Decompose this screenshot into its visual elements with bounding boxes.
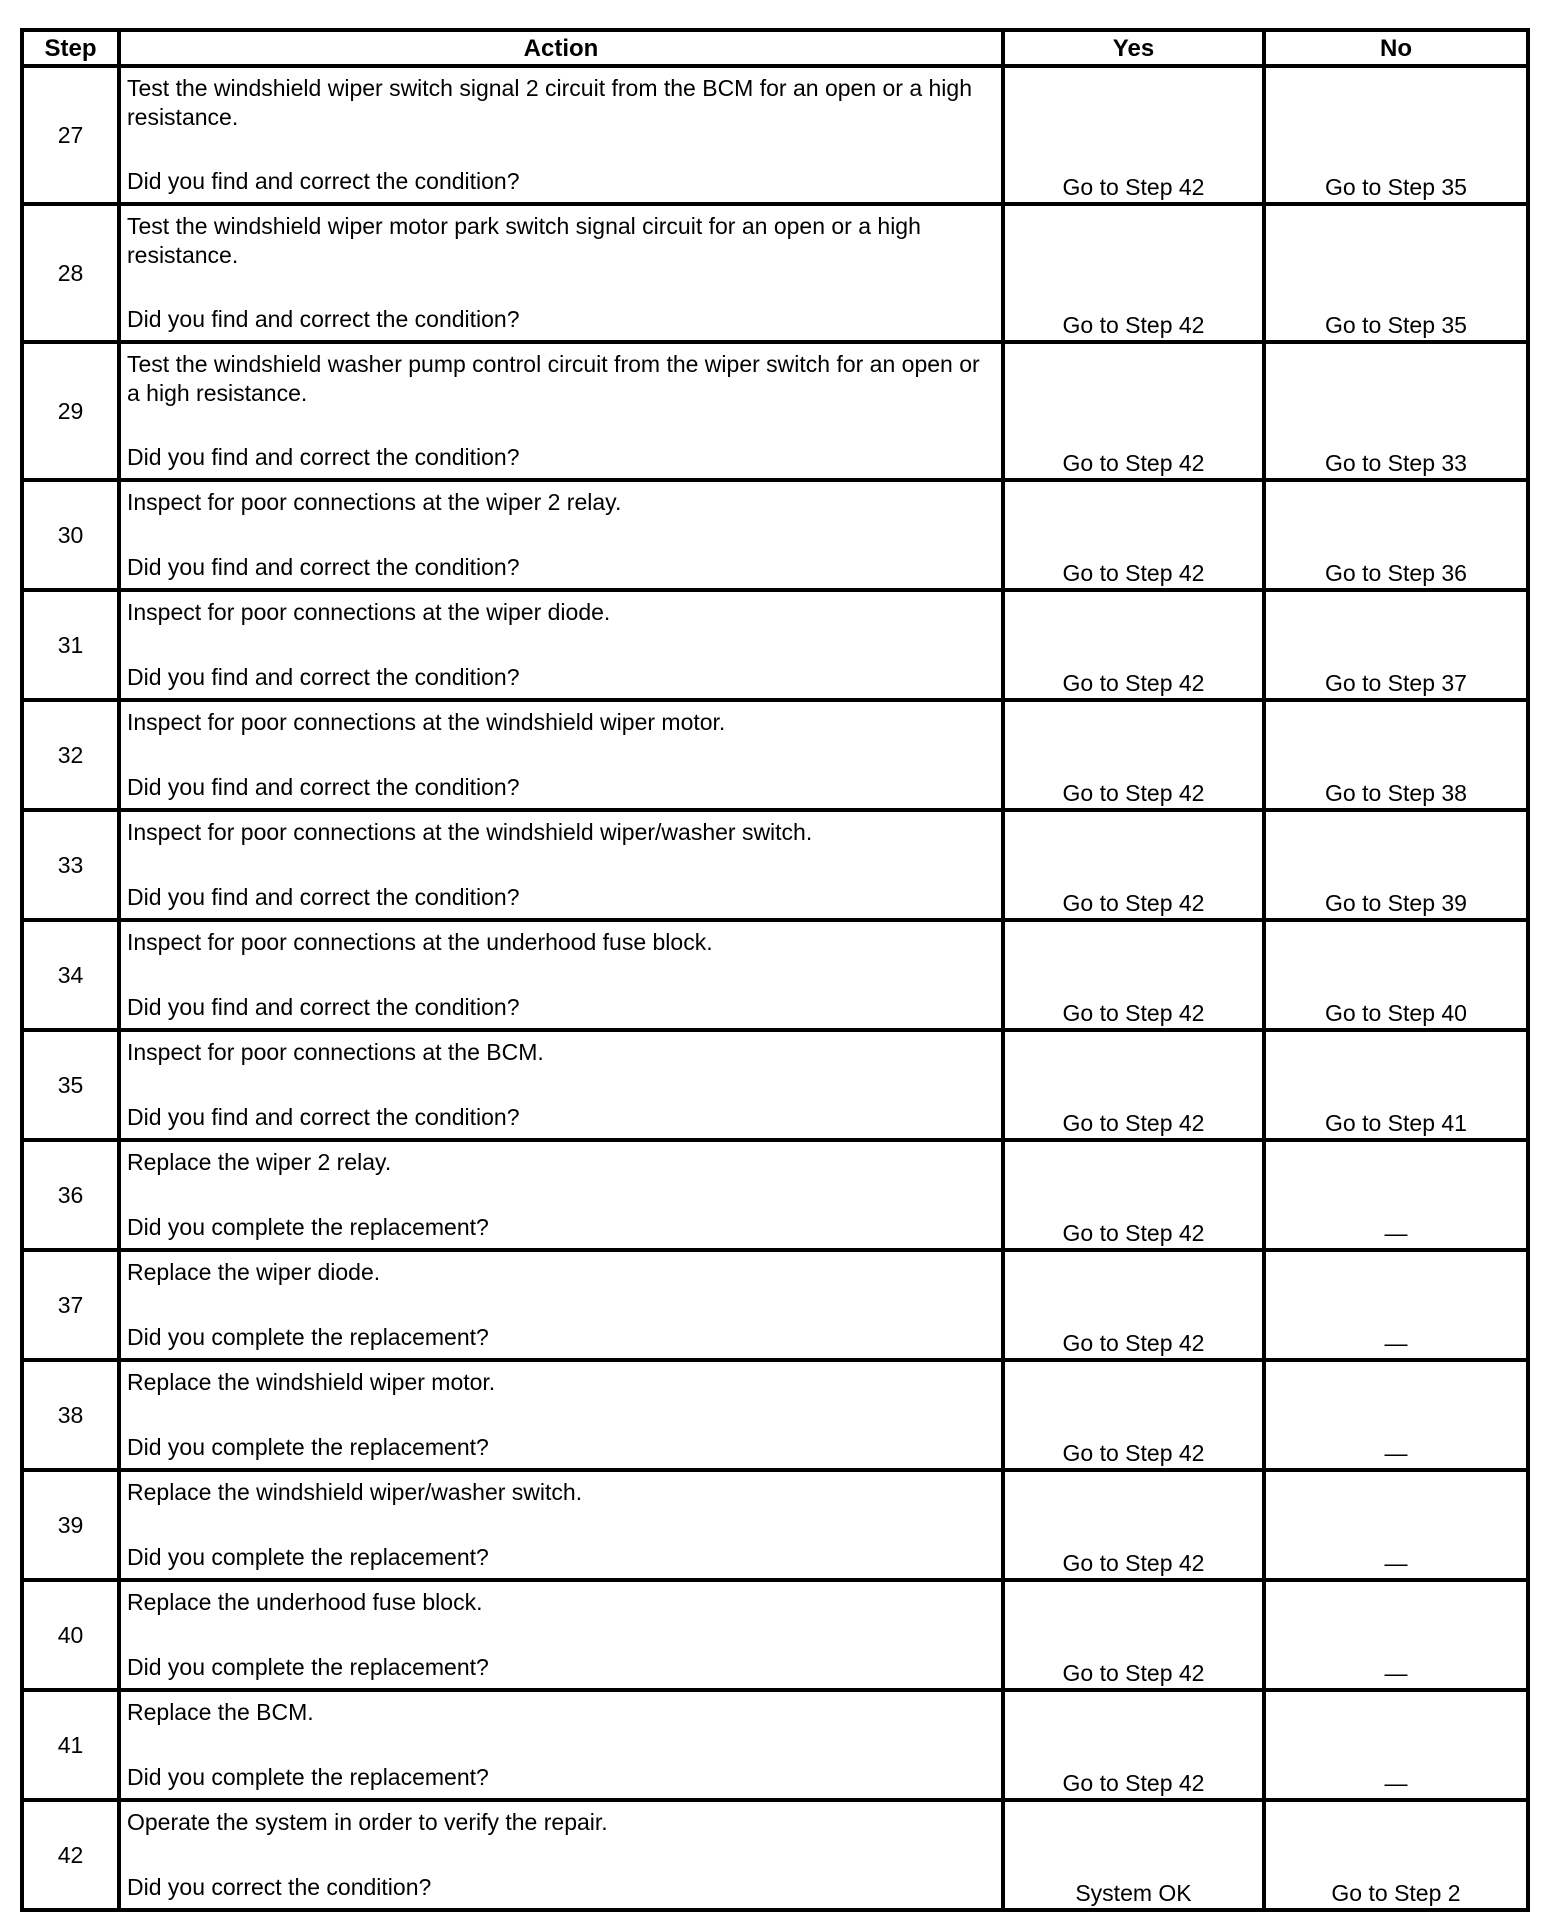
step-number: 40 [22,1580,119,1690]
yes-result: Go to Step 42 [1003,66,1264,204]
action-cell [119,1250,1003,1360]
no-result: — [1264,1580,1528,1690]
table-row [22,480,1528,590]
yes-result: Go to Step 42 [1003,342,1264,480]
step-number: 28 [22,204,119,342]
table-row [22,1360,1528,1470]
table-row [22,1800,1528,1910]
yes-result: Go to Step 42 [1003,700,1264,810]
action-text: Operate the system in order to verify the repair. [127,1809,608,1835]
header-action: Action [119,30,1003,66]
action-question: Did you find and correct the condition? [127,884,520,910]
yes-result: Go to Step 42 [1003,1580,1264,1690]
no-result: Go to Step 2 [1264,1800,1528,1910]
yes-result: Go to Step 42 [1003,1140,1264,1250]
action-cell [119,810,1003,920]
diagnostic-table [20,28,1530,1912]
action-cell [119,204,1003,342]
action-cell [119,1140,1003,1250]
action-text: Inspect for poor connections at the wiper diode. [127,599,611,625]
action-cell [119,1690,1003,1800]
action-question: Did you find and correct the condition? [127,168,520,194]
action-question: Did you find and correct the condition? [127,1104,520,1130]
action-cell [119,920,1003,1030]
action-question: Did you complete the replacement? [127,1764,489,1790]
step-number: 32 [22,700,119,810]
header-step: Step [22,30,119,66]
yes-result: Go to Step 42 [1003,1690,1264,1800]
step-number: 35 [22,1030,119,1140]
table-row [22,1580,1528,1690]
yes-result: Go to Step 42 [1003,1030,1264,1140]
table-row [22,1140,1528,1250]
yes-result: Go to Step 42 [1003,480,1264,590]
action-text: Inspect for poor connections at the wiper 2 relay. [127,489,622,515]
table-row [22,920,1528,1030]
action-text: Inspect for poor connections at the windshield wiper/washer switch. [127,819,813,845]
action-cell [119,590,1003,700]
table-row [22,700,1528,810]
action-cell [119,1800,1003,1910]
no-result: — [1264,1360,1528,1470]
table-row [22,66,1528,204]
action-question: Did you find and correct the condition? [127,444,520,470]
action-cell [119,1580,1003,1690]
step-number: 29 [22,342,119,480]
no-result: Go to Step 33 [1264,342,1528,480]
step-number: 34 [22,920,119,1030]
yes-result: Go to Step 42 [1003,1250,1264,1360]
action-cell [119,1360,1003,1470]
action-question: Did you complete the replacement? [127,1654,489,1680]
action-text: Replace the windshield wiper/washer switch. [127,1479,583,1505]
action-cell [119,1030,1003,1140]
yes-result: Go to Step 42 [1003,920,1264,1030]
no-result: Go to Step 40 [1264,920,1528,1030]
action-text: Test the windshield wiper motor park switch signal circuit for an open or a high resistance. [127,213,921,268]
yes-result: Go to Step 42 [1003,590,1264,700]
action-text: Replace the BCM. [127,1699,314,1725]
step-number: 38 [22,1360,119,1470]
header-no: No [1264,30,1528,66]
action-cell [119,1470,1003,1580]
action-question: Did you find and correct the condition? [127,306,520,332]
action-question: Did you complete the replacement? [127,1544,489,1570]
no-result: Go to Step 35 [1264,66,1528,204]
action-text: Replace the wiper diode. [127,1259,381,1285]
step-number: 36 [22,1140,119,1250]
no-result: Go to Step 37 [1264,590,1528,700]
action-text: Test the windshield washer pump control circuit from the wiper switch for an open or a high resistance. [127,351,980,406]
action-cell [119,700,1003,810]
action-text: Test the windshield wiper switch signal 2 circuit from the BCM for an open or a high resistance. [127,75,973,130]
table-row [22,1470,1528,1580]
table-row [22,204,1528,342]
table-row [22,1690,1528,1800]
action-text: Inspect for poor connections at the windshield wiper motor. [127,709,726,735]
step-number: 37 [22,1250,119,1360]
action-question: Did you complete the replacement? [127,1434,489,1460]
step-number: 39 [22,1470,119,1580]
table-row [22,342,1528,480]
yes-result: Go to Step 42 [1003,204,1264,342]
action-question: Did you find and correct the condition? [127,554,520,580]
no-result: — [1264,1250,1528,1360]
action-question: Did you complete the replacement? [127,1214,489,1240]
action-text: Inspect for poor connections at the underhood fuse block. [127,929,713,955]
step-number: 27 [22,66,119,204]
no-result: — [1264,1470,1528,1580]
yes-result: Go to Step 42 [1003,1470,1264,1580]
no-result: Go to Step 41 [1264,1030,1528,1140]
action-text: Inspect for poor connections at the BCM. [127,1039,544,1065]
no-result: Go to Step 39 [1264,810,1528,920]
step-number: 30 [22,480,119,590]
step-number: 31 [22,590,119,700]
no-result: — [1264,1140,1528,1250]
step-number: 33 [22,810,119,920]
action-text: Replace the wiper 2 relay. [127,1149,392,1175]
yes-result: Go to Step 42 [1003,1360,1264,1470]
table-row [22,810,1528,920]
header-row [22,30,1528,66]
action-question: Did you find and correct the condition? [127,994,520,1020]
no-result: Go to Step 36 [1264,480,1528,590]
table-row [22,590,1528,700]
table-row [22,1250,1528,1360]
header-yes: Yes [1003,30,1264,66]
action-cell [119,66,1003,204]
step-number: 42 [22,1800,119,1910]
action-question: Did you find and correct the condition? [127,774,520,800]
yes-result: Go to Step 42 [1003,810,1264,920]
action-cell [119,342,1003,480]
table-row [22,1030,1528,1140]
no-result: Go to Step 38 [1264,700,1528,810]
action-text: Replace the windshield wiper motor. [127,1369,496,1395]
action-question: Did you find and correct the condition? [127,664,520,690]
no-result: Go to Step 35 [1264,204,1528,342]
yes-result: System OK [1003,1800,1264,1910]
action-cell [119,480,1003,590]
action-question: Did you correct the condition? [127,1874,432,1900]
no-result: — [1264,1690,1528,1800]
action-text: Replace the underhood fuse block. [127,1589,483,1615]
step-number: 41 [22,1690,119,1800]
action-question: Did you complete the replacement? [127,1324,489,1350]
